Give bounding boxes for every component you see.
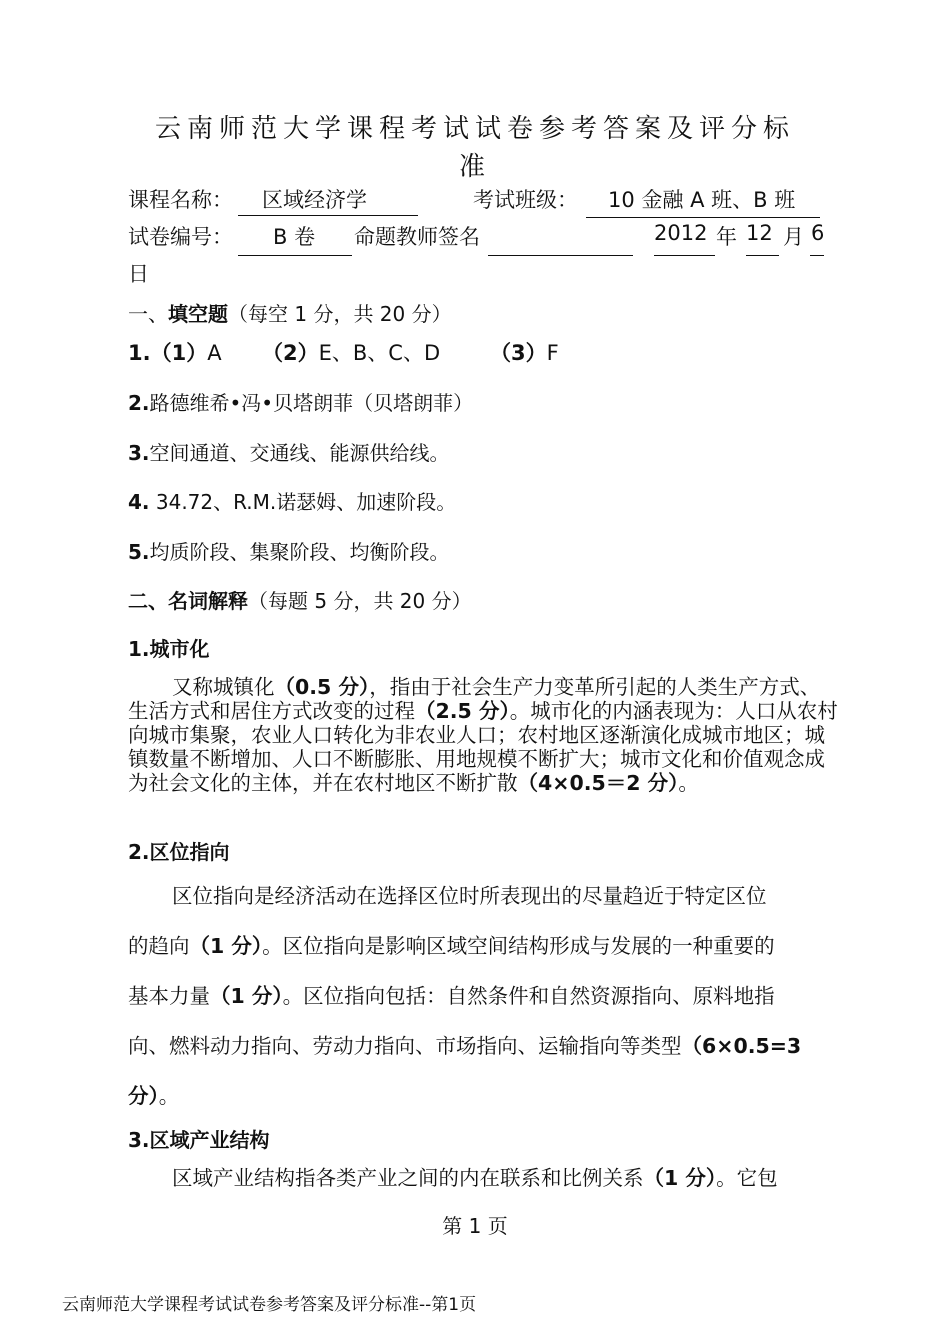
date-year: 2012 [654,221,708,245]
q1-part3-label: （3） [490,341,547,365]
q2-number: 2. [128,391,150,415]
q2-answer: 路德维希•冯•贝塔朗菲（贝塔朗菲） [149,391,474,415]
q1-part3-answer: F [546,341,559,365]
teacher-signature-label: 命题教师签名 [354,225,480,249]
term2-score-3-cont: 分） [128,1084,159,1108]
q3-line [128,437,450,466]
q5-line [128,536,450,565]
term1-score-2: （2.5 分） [415,699,510,723]
section1-prefix: 一、 [128,302,168,326]
course-label: 课程名称： [128,188,233,212]
q3-number: 3. [128,441,150,465]
date-month: 12 [746,221,773,245]
term2-line3-text-b: 。区位指向包括：自然条件和自然资源指向、原料地指 [282,984,775,1008]
term2-line5 [128,1079,179,1109]
term3-score-1: （1 分） [643,1166,717,1190]
term1-text-2: ，指由于社会生产力变革所引起的人类生产方式、生活方式和居住方式改变的过程 [128,675,821,723]
paper-underline [238,255,352,256]
document-title-line1: 云南师范大学课程考试试卷参考答案及评分标 [154,114,795,144]
day-underline [810,255,824,256]
teacher-signature-line [488,255,633,256]
term2-line4 [128,1029,801,1059]
term2-line5-text: 。 [158,1084,180,1108]
month-underline [746,255,779,256]
q4-line [128,486,456,515]
q1-part2-answer: E、B、C、D [318,341,441,365]
class-label: 考试班级： [473,188,578,212]
page-footer: 云南师范大学课程考试试卷参考答案及评分标准--第1页 [62,1295,477,1315]
term1-text-1: 又称城镇化 [172,675,275,699]
term1-paragraph [128,675,840,795]
q1-number: 1. [128,341,151,365]
section2-note: （每题 5 分，共 20 分） [248,589,472,613]
section2-heading [128,585,472,614]
term2-score-1: （1 分） [189,934,263,958]
paper-value: B 卷 [273,225,316,249]
page-number: 第 1 页 [442,1214,508,1238]
paper-label: 试卷编号： [128,225,233,249]
term2-line3-text-a: 基本力量 [128,984,210,1008]
term2-line2-text-b: 。区位指向是影响区域空间结构形成与发展的一种重要的 [262,934,775,958]
year-underline [654,255,715,256]
q1-part1-label: （1） [150,341,208,365]
term2-line3 [128,979,775,1009]
q4-number: 4. [128,490,150,514]
q1-part3 [490,337,559,367]
date-year-unit: 年 [716,225,737,249]
term3-text-a: 区域产业结构指各类产业之间的内在联系和比例关系 [172,1166,644,1190]
course-underline [238,215,418,216]
term1-score-3: （4×0.5＝2 分） [517,771,679,795]
q1-part1-answer: A [207,341,222,365]
term2-line1: 区位指向是经济活动在选择区位时所表现出的尽量趋近于特定区位 [172,884,767,908]
date-day-unit: 日 [128,262,149,286]
q2-line [128,387,473,416]
q1-line [128,337,222,367]
date-month-unit: 月 [783,225,804,249]
term2-score-2: （1 分） [210,984,283,1008]
q1-part2 [262,337,440,367]
q5-number: 5. [128,540,150,564]
q4-answer: 34.72、R.M.诺瑟姆、加速阶段。 [149,490,457,514]
class-underline [586,217,820,218]
class-value: 10 金融 A 班、B 班 [608,188,796,212]
term3-text-b: 。它包 [716,1166,778,1190]
term2-title: 2.区位指向 [128,840,230,864]
document-title-line2: 准 [458,152,491,182]
term2-score-3: （6×0.5=3 [681,1034,802,1058]
term1-score-1: （0.5 分） [274,675,370,699]
q3-answer: 空间通道、交通线、能源供给线。 [149,441,450,465]
course-value: 区域经济学 [262,188,367,212]
term2-line2 [128,929,775,959]
date-day: 6 [811,221,825,245]
term1-title: 1.城市化 [128,637,210,661]
term2-line4-text-a: 向、燃料动力指向、劳动力指向、市场指向、运输指向等类型 [128,1034,682,1058]
section1-note: （每空 1 分，共 20 分） [228,302,452,326]
section1-title: 填空题 [168,302,228,326]
section2-title: 二、名词解释 [128,589,248,613]
term3-line1 [172,1161,778,1191]
section1-heading [128,298,452,327]
term1-text-3: 。城市化的内涵表现为：人口从农村向城市集聚，农业人口转化为非农业人口；农村地区逐渐演化成城市地区；城镇数量不断增加、人口不断膨胀、用地规模不断扩大；城市文化和价值观念成为社会文化的主体，并在农村地区不断扩散 [128,699,838,795]
term2-line2-text-a: 的趋向 [128,934,190,958]
q5-answer: 均质阶段、集聚阶段、均衡阶段。 [149,540,450,564]
term3-title: 3.区域产业结构 [128,1128,270,1152]
q1-part2-label: （2） [262,341,319,365]
term1-text-4: 。 [678,771,699,795]
